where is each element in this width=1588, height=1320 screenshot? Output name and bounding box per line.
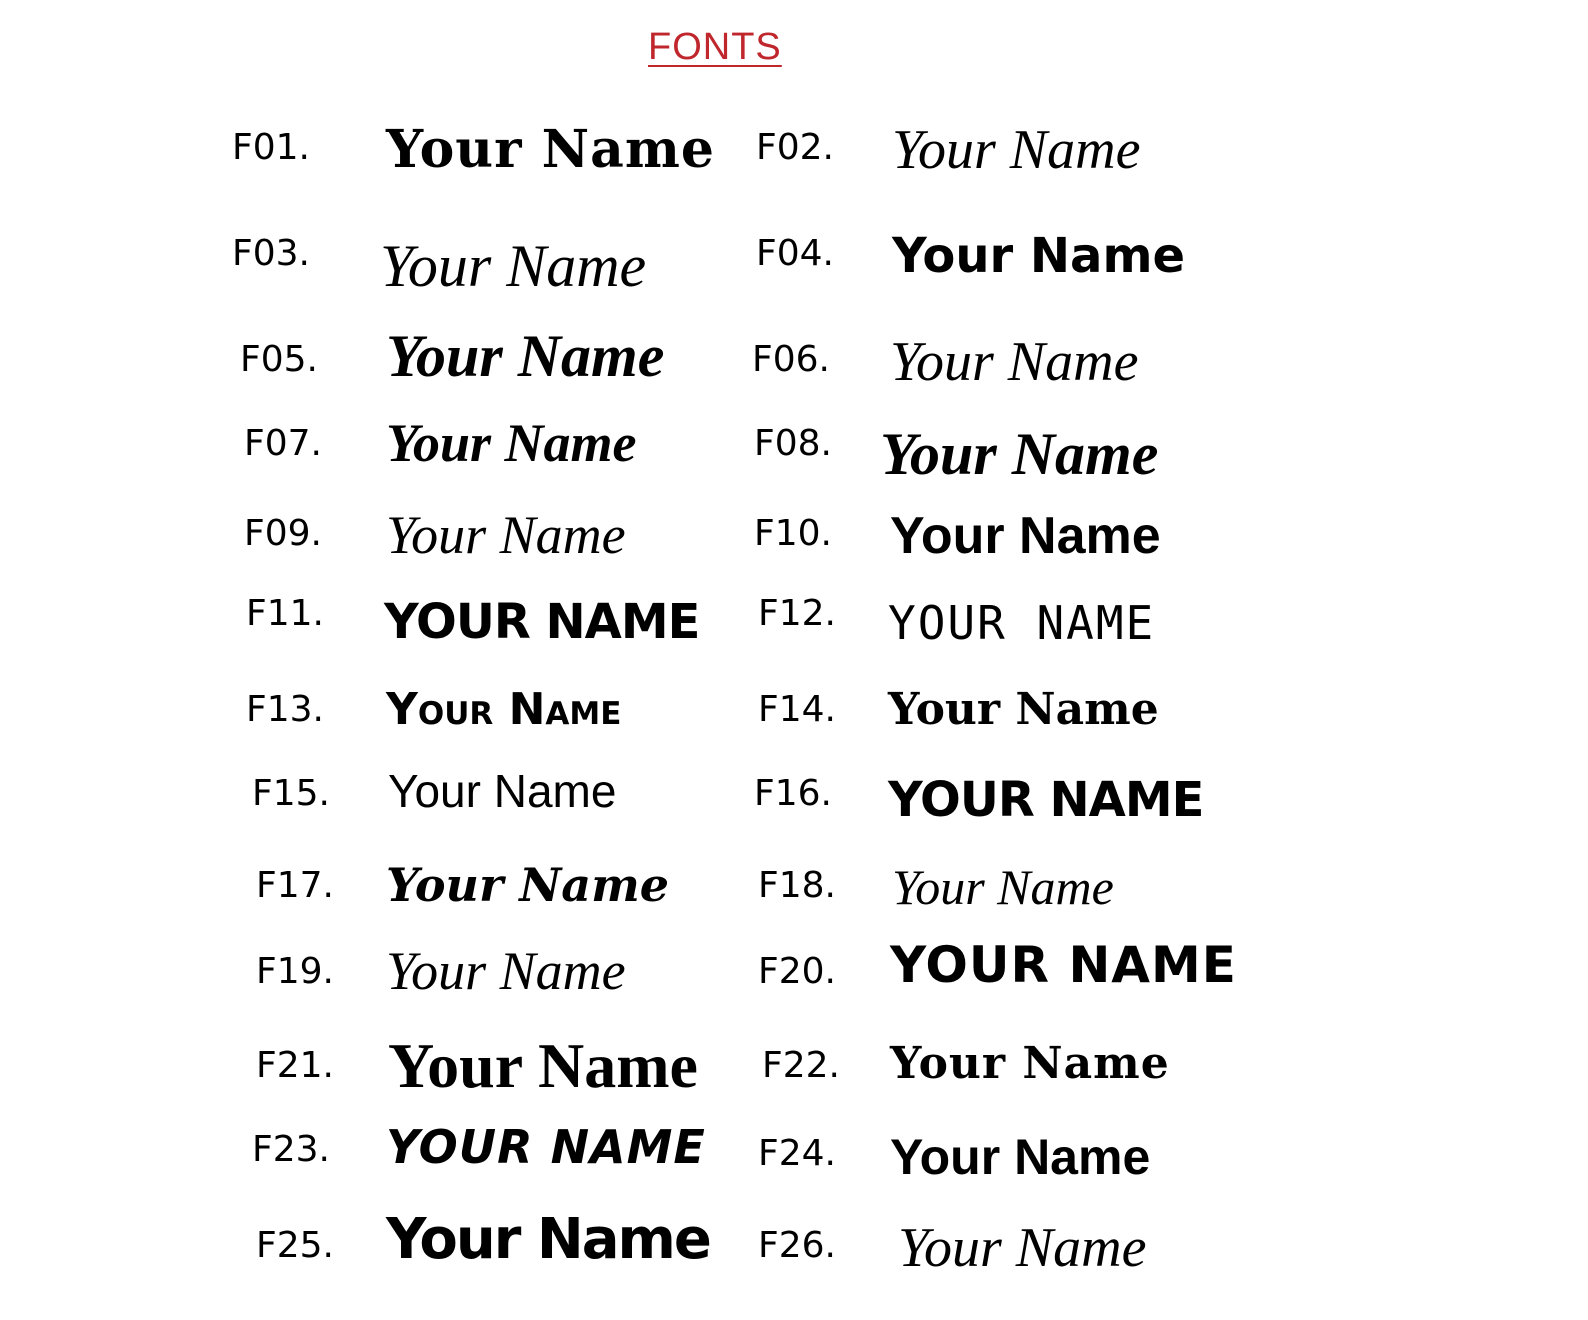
font-sample-f17: Your Name [386,858,670,912]
font-sample-f08: Your Name [880,421,1159,487]
font-sample-f21: Your Name [388,1030,698,1101]
font-sample-f04: Your Name [892,228,1186,284]
font-code-f07: F07. [244,423,322,464]
font-sample-f26: Your Name [898,1217,1147,1279]
font-code-f06: F06. [752,339,830,380]
font-code-f24: F24. [758,1133,836,1174]
font-code-f26: F26. [758,1225,836,1266]
page-title: FONTS [648,26,782,68]
font-code-f15: F15. [252,773,330,814]
font-sample-f12: YOUR NAME [888,596,1156,650]
font-sample-f03: Your Name [380,233,647,299]
font-code-f19: F19. [256,951,334,992]
font-code-f16: F16. [754,773,832,814]
font-sample-f07: Your Name [386,413,637,473]
font-code-f23: F23. [252,1129,330,1170]
font-code-f11: F11. [246,593,324,634]
font-sample-f06: Your Name [890,331,1139,393]
font-sample-f11: YOUR NAME [384,594,700,650]
font-code-f09: F09. [244,513,322,554]
font-code-f01: F01. [232,127,310,168]
font-sample-f24: Your Name [890,1129,1151,1185]
font-code-f08: F08. [754,423,832,464]
font-code-f13: F13. [246,689,324,730]
font-code-f04: F04. [756,233,834,274]
font-sample-f01: Your Name [386,119,715,180]
font-code-f12: F12. [758,593,836,634]
font-code-f14: F14. [758,689,836,730]
font-code-f17: F17. [256,865,334,906]
font-code-f25: F25. [256,1225,334,1266]
font-code-f22: F22. [762,1045,840,1086]
font-code-f20: F20. [758,951,836,992]
font-code-f02: F02. [756,127,834,168]
font-sample-f05: Your Name [386,323,665,389]
font-code-f05: F05. [240,339,318,380]
font-sample-f10: Your Name [890,507,1161,565]
font-code-f10: F10. [754,513,832,554]
font-sample-f09: Your Name [386,505,626,565]
font-sample-f20: YOUR NAME [890,936,1237,994]
font-code-f03: F03. [232,233,310,274]
font-sample-f22: Your Name [890,1038,1170,1089]
font-sample-f16: YOUR NAME [888,772,1204,828]
font-sample-f02: Your Name [892,119,1141,181]
font-sample-f18: Your Name [892,859,1114,915]
font-sample-f19: Your Name [386,941,626,1001]
font-code-f18: F18. [758,865,836,906]
font-sample-f13: Your Name [386,684,622,735]
font-sample-f23: YOUR NAME [386,1120,706,1174]
font-sample-f25: Your Name [386,1207,710,1272]
font-sample-f14: Your Name [888,684,1159,735]
font-sample-f15: Your Name [388,765,617,817]
font-code-f21: F21. [256,1045,334,1086]
